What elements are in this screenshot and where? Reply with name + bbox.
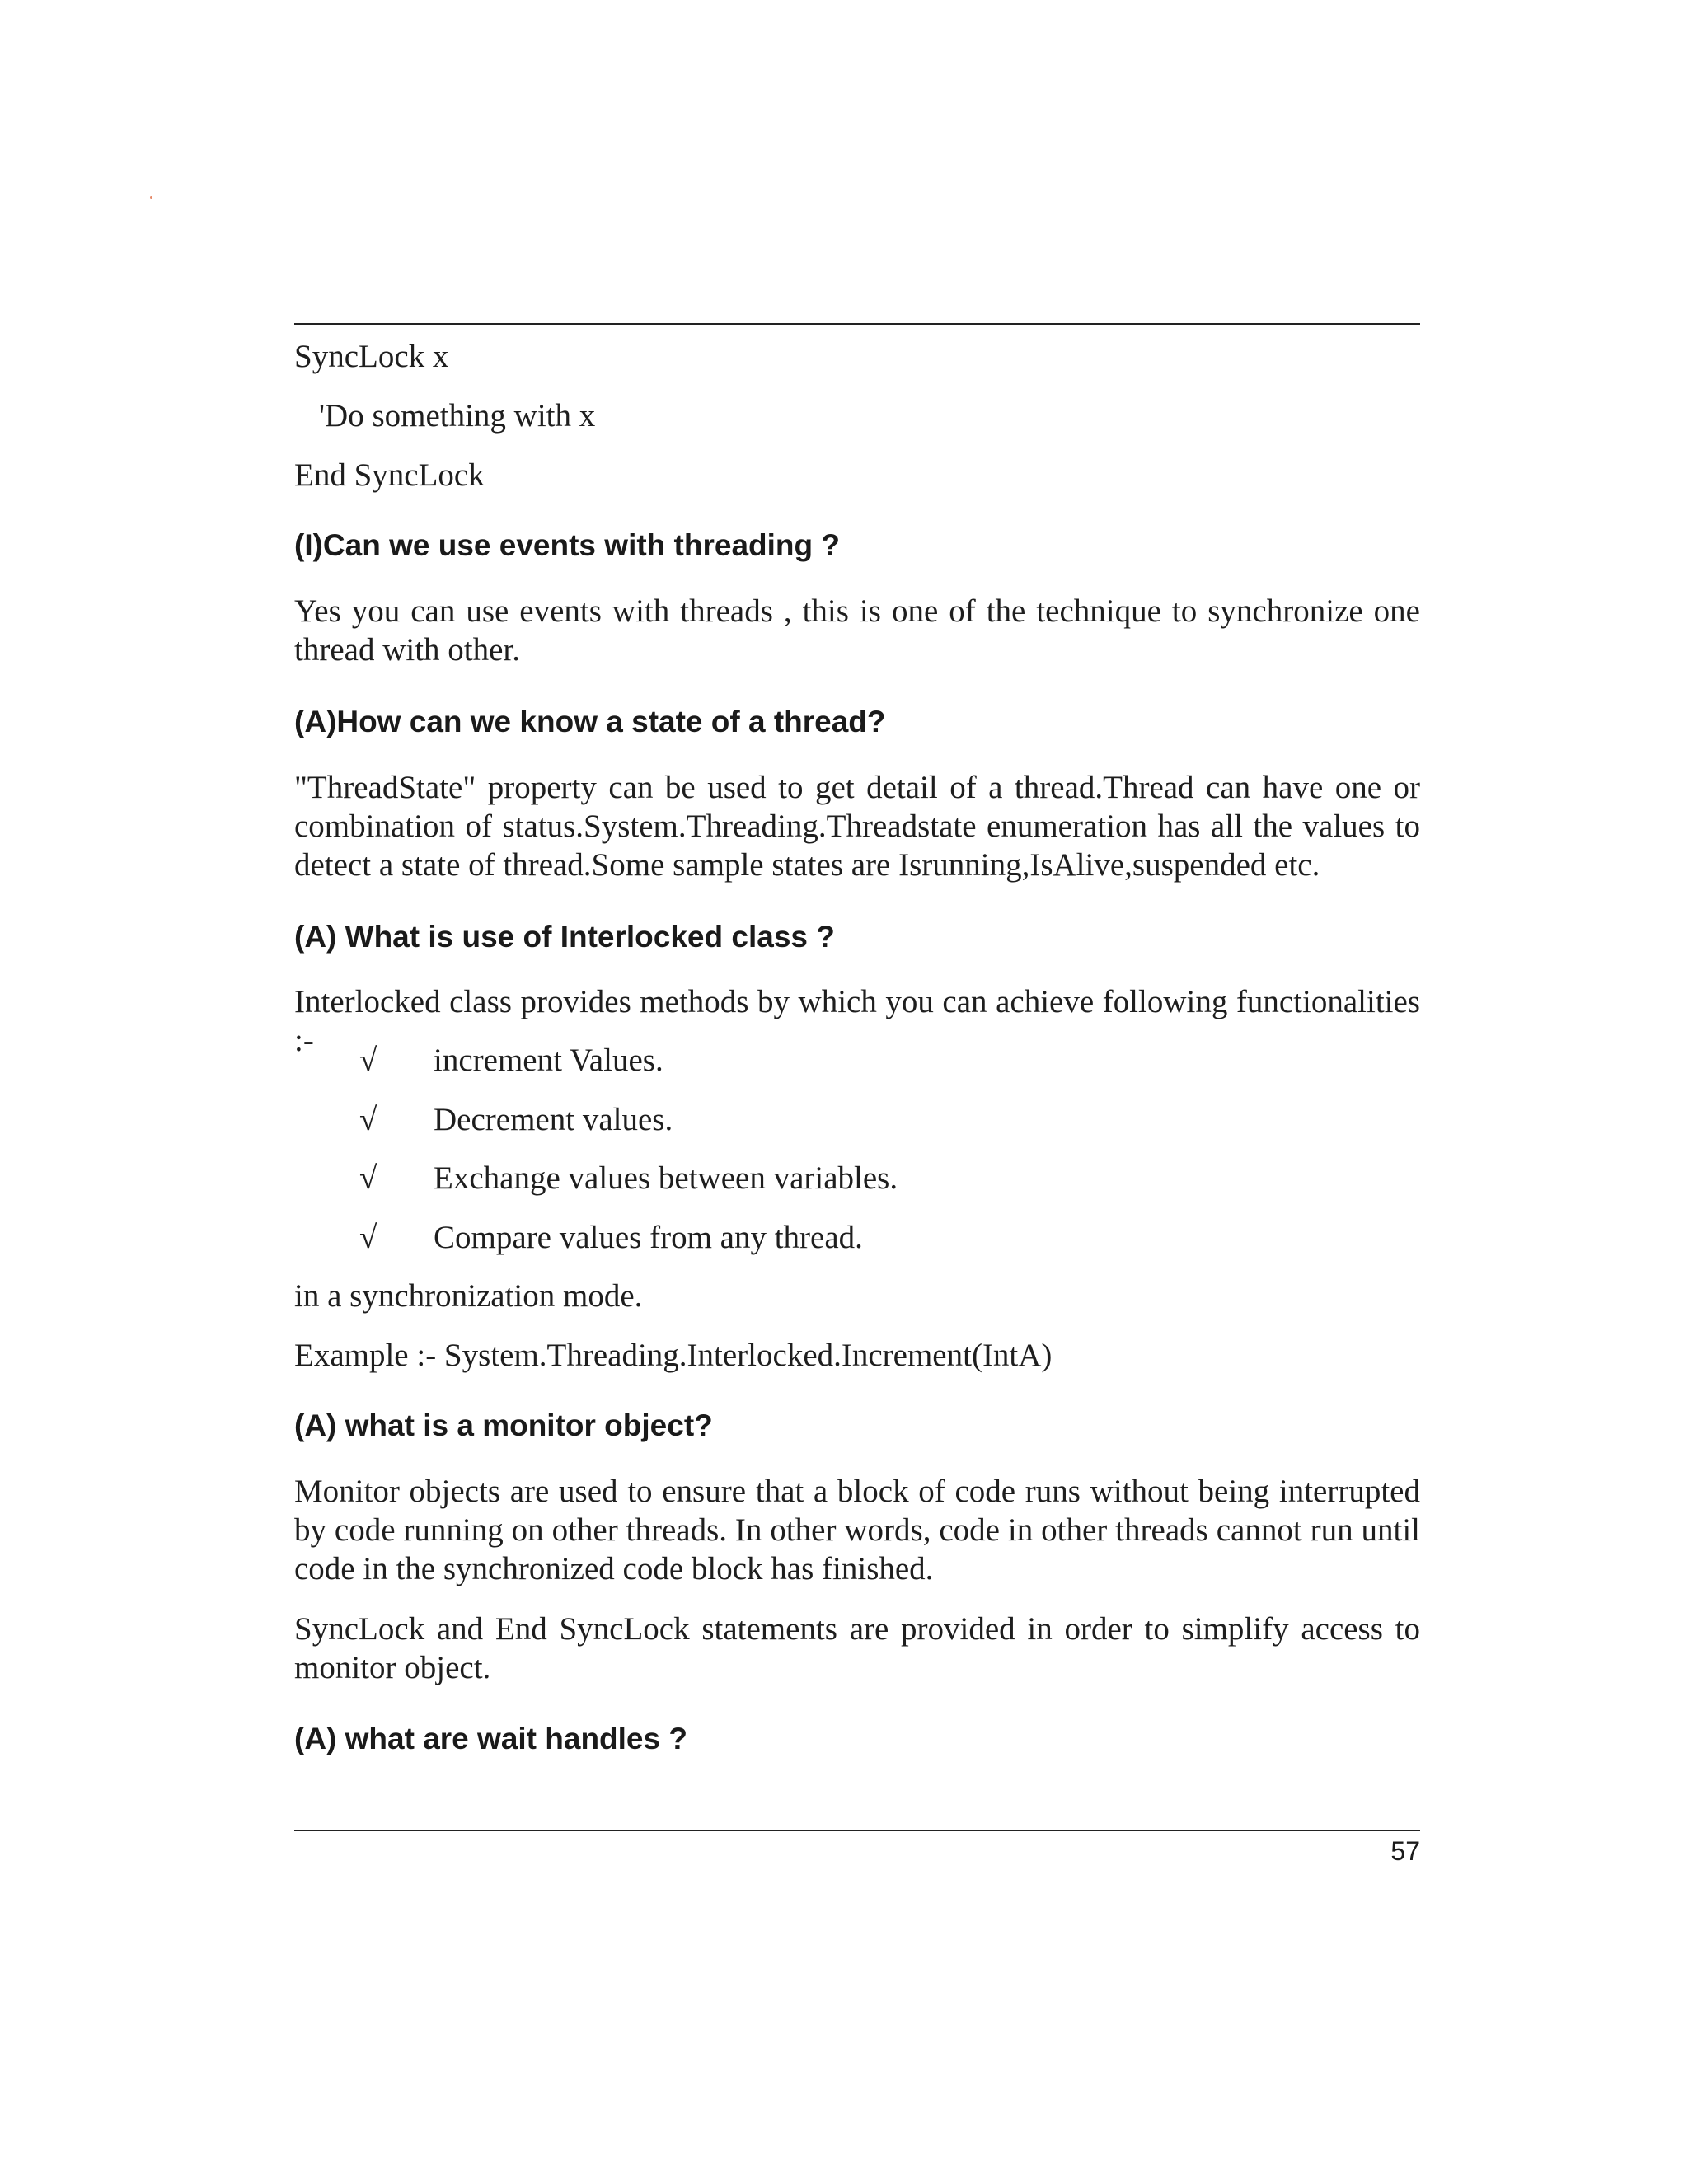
header-rule (294, 323, 1420, 325)
list-item (359, 1159, 898, 1197)
paragraph-monitor-object: Monitor objects are used to ensure that a block of code runs without being interrupted by code running on other threads. In other words, code in other threads cannot run until code in the synchronized code block has finished. (294, 1474, 1420, 1586)
heading-monitor-object: (A) what is a monitor object? (294, 1408, 713, 1442)
heading-wait-handles: (A) what are wait handles ? (294, 1722, 687, 1755)
code-line-synclock: SyncLock x (294, 339, 449, 374)
paragraph-interlocked-example: Example :- System.Threading.Interlocked.Increment(IntA) (294, 1338, 1053, 1373)
paragraph-synclock-statements: SyncLock and End SyncLock statements are provided in order to simplify access to monitor object. (294, 1611, 1420, 1685)
heading-interlocked-class: (A) What is use of Interlocked class ? (294, 920, 835, 954)
paragraph-interlocked-outro: in a synchronization mode. (294, 1278, 643, 1314)
list-item-text: increment Values. (434, 1043, 663, 1078)
paragraph-interlocked-intro: Interlocked class provides methods by which you can achieve following functionalities :- (294, 984, 1420, 1058)
heading-events-threading: (I)Can we use events with threading ? (294, 528, 840, 562)
footer-rule (294, 1830, 1420, 1831)
heading-thread-state: (A)How can we know a state of a thread? (294, 705, 886, 738)
paragraph-thread-state: "ThreadState" property can be used to get detail of a thread.Thread can have one or combination of status.System.Threading.Threadstate enumeration has all the values to detect a state of thread.Some sample states are Isrunning,IsAlive,suspended etc. (294, 770, 1420, 883)
check-icon: √ (359, 1160, 377, 1196)
stray-mark (150, 196, 152, 199)
check-icon: √ (359, 1220, 377, 1255)
list-item-text: Compare values from any thread. (434, 1220, 863, 1255)
check-icon: √ (359, 1102, 377, 1137)
list-item-text: Decrement values. (434, 1102, 673, 1137)
list-item (359, 1100, 673, 1139)
list-item (359, 1218, 863, 1257)
list-item (359, 1041, 663, 1080)
code-line-comment: 'Do something with x (319, 398, 596, 434)
page-number: 57 (1390, 1836, 1420, 1866)
check-icon: √ (359, 1043, 377, 1078)
code-line-end-synclock: End SyncLock (294, 457, 485, 493)
paragraph-events-threading: Yes you can use events with threads , this is one of the technique to synchronize one thread with other. (294, 593, 1420, 668)
list-item-text: Exchange values between variables. (434, 1160, 898, 1196)
